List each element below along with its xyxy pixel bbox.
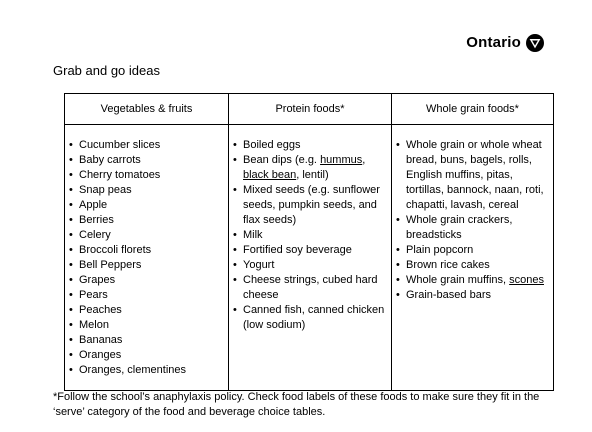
list-item: • Snap peas — [65, 183, 224, 198]
list-item: • Milk — [229, 228, 387, 243]
list-item: • Melon — [65, 318, 224, 333]
list-item: • Cucumber slices — [65, 138, 224, 153]
muffins-prefix: Whole grain muffins, — [406, 274, 510, 286]
list-item: • Oranges, clementines — [65, 363, 224, 378]
list-item: • Whole grain or whole wheat bread, buns, bagels, rolls, English muffins, pitas, tortillas, bannock, naan, roti, chapatti, lavash, cereal — [392, 138, 549, 213]
list-item: • Pears — [65, 288, 224, 303]
grains-list — [392, 138, 549, 303]
list-item: • Peaches — [65, 303, 224, 318]
header-protein-foods: Protein foods* — [229, 94, 392, 125]
list-item: • Oranges — [65, 348, 224, 363]
table-row — [65, 125, 554, 391]
grains-cell — [392, 125, 554, 391]
scones-link[interactable]: scones — [509, 274, 544, 286]
black-bean-link[interactable]: black bean — [243, 169, 297, 181]
list-item: • Boiled eggs — [229, 138, 387, 153]
ontario-logo — [466, 34, 544, 52]
list-item: • Brown rice cakes — [392, 258, 549, 273]
list-item: • Whole grain crackers, breadsticks — [392, 213, 549, 243]
list-item — [392, 273, 549, 288]
list-item: • Grain-based bars — [392, 288, 549, 303]
list-item: • Celery — [65, 228, 224, 243]
list-item: • Canned fish, canned chicken (low sodium) — [229, 303, 387, 333]
list-item: • Bell Peppers — [65, 258, 224, 273]
bean-dips-prefix: Bean dips (e.g. — [243, 154, 321, 166]
list-item: • Plain popcorn — [392, 243, 549, 258]
page-title: Grab and go ideas — [53, 63, 160, 78]
vegetables-cell — [65, 125, 229, 391]
protein-list — [229, 138, 387, 333]
list-item: • Apple — [65, 198, 224, 213]
list-item: • Cherry tomatoes — [65, 168, 224, 183]
trillium-icon — [526, 34, 544, 52]
bean-dips-comma: , — [362, 154, 366, 166]
table-header-row — [65, 94, 554, 125]
vegetables-list — [65, 138, 224, 378]
footnote: *Follow the school’s anaphylaxis policy. Check food labels of these foods to make sure they fit in the ‘serve’ category of the food and beverage choice tables. — [53, 391, 540, 418]
list-item — [229, 153, 387, 183]
list-item: • Grapes — [65, 273, 224, 288]
header-whole-grain-foods: Whole grain foods* — [392, 94, 554, 125]
bean-dips-suffix: , lentil) — [296, 169, 329, 181]
list-item: • Mixed seeds (e.g. sunflower seeds, pumpkin seeds, and flax seeds) — [229, 183, 387, 228]
logo-text: Ontario — [466, 34, 521, 51]
list-item: • Broccoli florets — [65, 243, 224, 258]
list-item: • Berries — [65, 213, 224, 228]
list-item: • Baby carrots — [65, 153, 224, 168]
header-vegetables-fruits: Vegetables & fruits — [65, 94, 229, 125]
list-item: • Bananas — [65, 333, 224, 348]
list-item: • Fortified soy beverage — [229, 243, 387, 258]
hummus-link[interactable]: hummus — [320, 154, 363, 166]
list-item: • Yogurt — [229, 258, 387, 273]
food-ideas-table — [64, 93, 554, 391]
protein-cell — [229, 125, 392, 391]
list-item: • Cheese strings, cubed hard cheese — [229, 273, 387, 303]
